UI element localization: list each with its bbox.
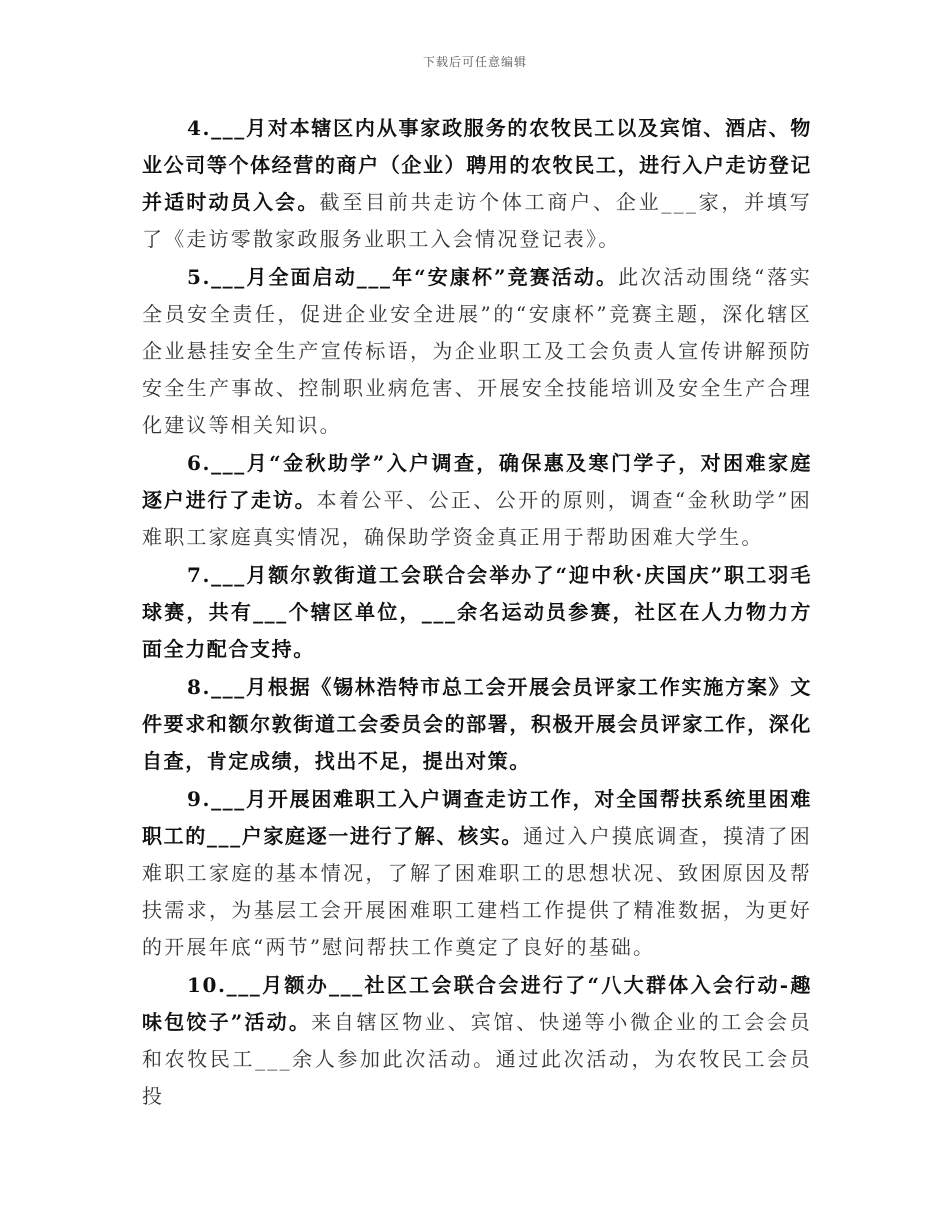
paragraph-text: 此次活动围绕“落实全员安全责任，促进企业安全进展”的“安康杯”竞赛主题，深化辖区企业悬挂安全生产宣传标语，为企业职工及工会负责人宣传讲解预防安全生产事故、控制职业病危害、开展安全技能培训及安全生产合理化建议等相关知识。 [142,264,812,438]
paragraph-text: 本着公平、公正、公开的原则，调查“金秋助学”困难职工家庭真实情况，确保助学资金真正用于帮助困难大学生。 [142,488,812,550]
paragraph-lead: 4.___月对本辖区内从事家政服务的农牧民工以及宾馆、酒店、物业公司等个体经营的商户（企业）聘用的农牧民工，进行入户走访登记并适时动员入会。 [142,116,812,215]
paragraph-lead: 10.___月额办___社区工会联合会进行了“八大群体入会行动-趣味包饺子”活动。 [142,972,812,1034]
paragraph-lead: 6.___月“金秋助学”入户调查，确保惠及寒门学子，对困难家庭逐户进行了走访。 [142,451,812,513]
paragraph-text: 通过入户摸底调查，摸清了困难职工家庭的基本情况，了解了困难职工的思想状况、致困原因及帮扶需求，为基层工会开展困难职工建档工作提供了精准数据，为更好的开展年底“两节”慰问帮扶工作奠定了良好的基础。 [142,823,812,960]
paragraph-item-6 [142,445,812,556]
page-header: 下载后可任意编辑 [422,55,527,69]
paragraph-item-5 [142,259,812,444]
paragraph-text: 来自辖区物业、宾馆、快递等小微企业的工会会员和农牧民工___余人参加此次活动。通过此次活动，为农牧民工会员投 [142,1009,812,1108]
paragraph-item-8 [142,669,812,780]
paragraph-item-10 [142,967,812,1115]
paragraph-item-9 [142,781,812,966]
document-body [142,110,812,1116]
paragraph-lead: 9.___月开展困难职工入户调查走访工作，对全国帮扶系统里困难职工的___户家庭逐一进行了解、核实。 [142,786,812,848]
paragraph-item-7 [142,557,812,668]
paragraph-lead: 8.___月根据《锡林浩特市总工会开展会员评家工作实施方案》文件要求和额尔敦街道工会委员会的部署，积极开展会员评家工作，深化自查，肯定成绩，找出不足，提出对策。 [142,674,812,773]
paragraph-item-4 [142,110,812,258]
paragraph-lead: 7.___月额尔敦街道工会联合会举办了“迎中秋·庆国庆”职工羽毛球赛，共有___个辖区单位，___余名运动员参赛，社区在人力物力方面全力配合支持。 [142,562,812,662]
paragraph-lead: 5.___月全面启动___年“安康杯”竞赛活动。 [187,264,619,289]
paragraph-text: 截至目前共走访个体工商户、企业___家，并填写了《走访零散家政服务业职工入会情况登记表》。 [142,190,812,252]
